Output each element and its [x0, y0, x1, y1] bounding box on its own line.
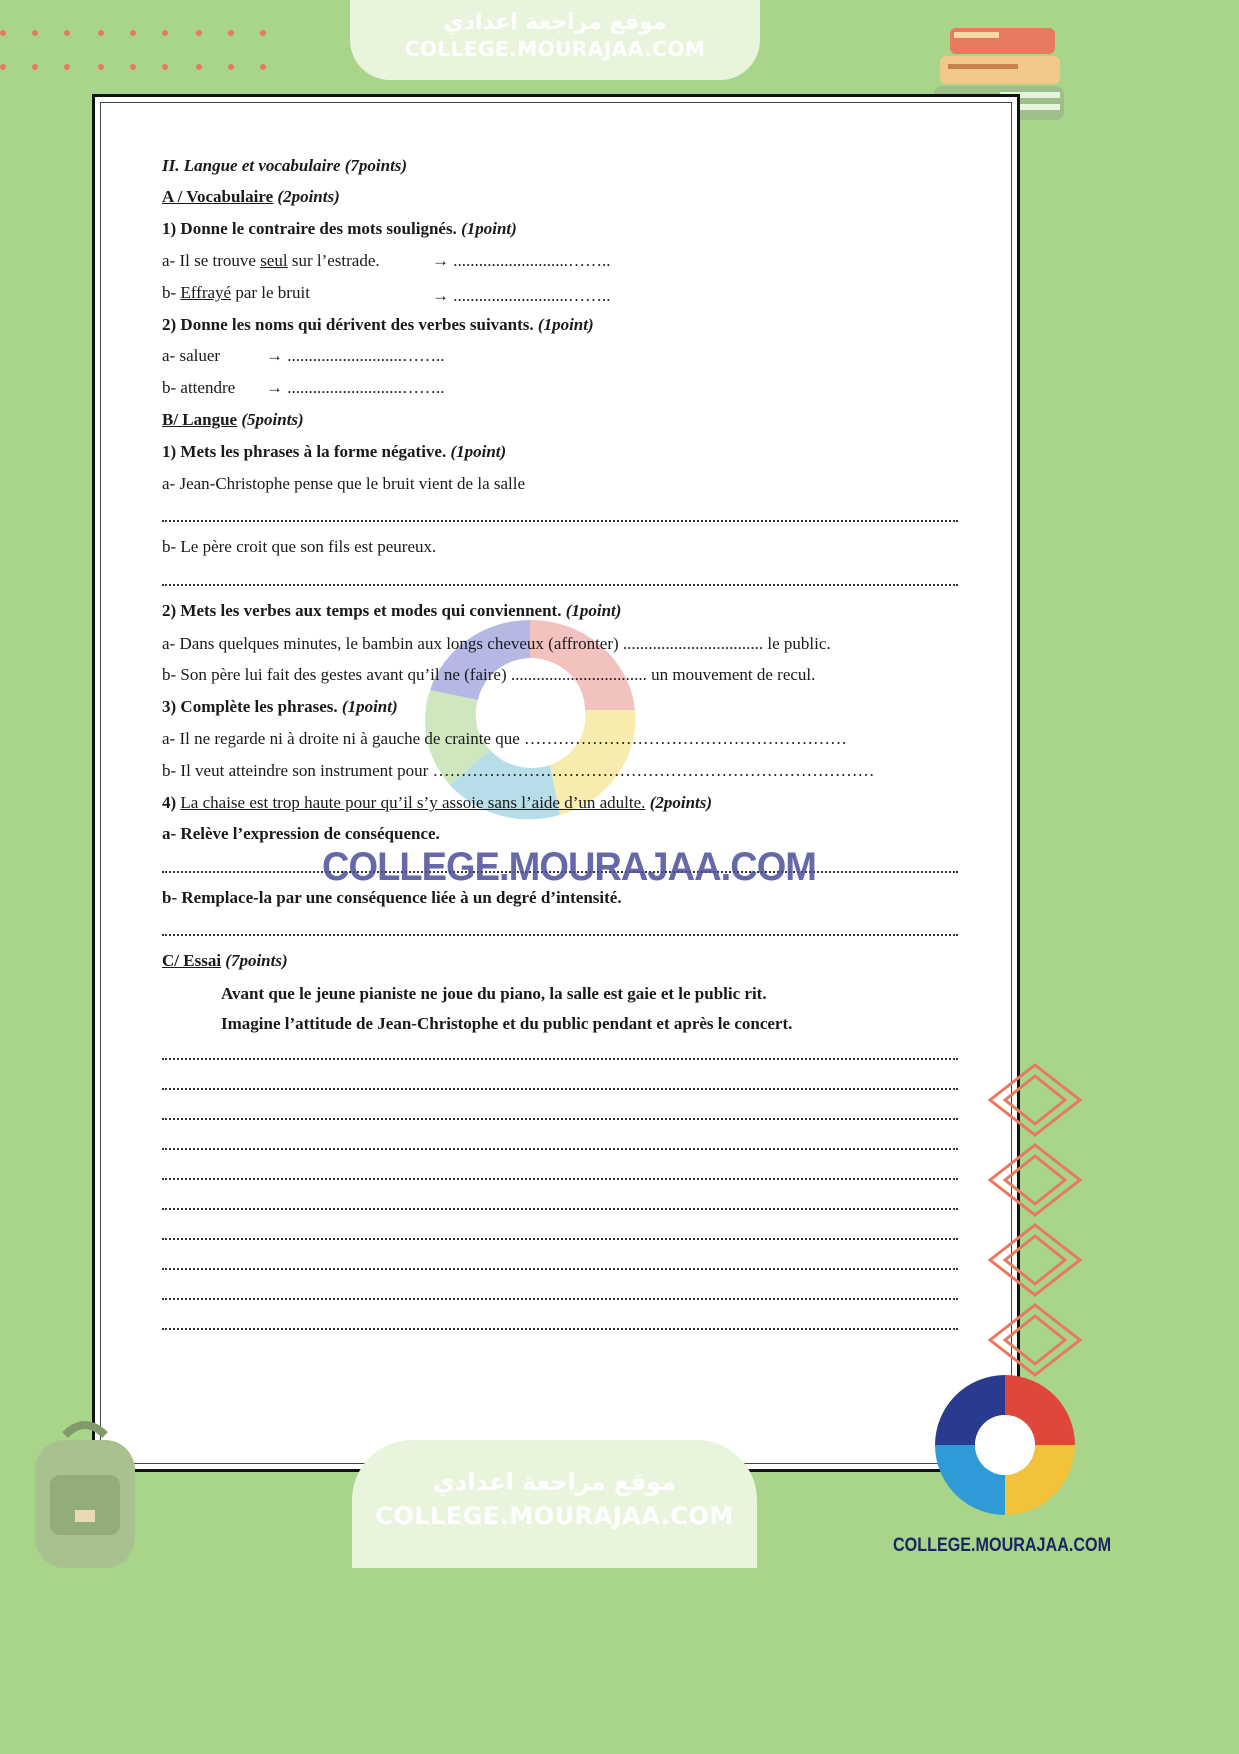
langue-q2-b[interactable]: b- Son père lui fait des gestes avant qu’il ne (faire) ................................ un mouvement de recul. [162, 665, 816, 684]
essai-prompt-1: Avant que le jeune pianiste ne joue du piano, la salle est gaie et le public rit. [221, 984, 767, 1003]
langue-q3-title: 3) Complète les phrases. (1point) [162, 697, 398, 716]
logo-site-link[interactable]: COLLEGE.MOURAJAA.COM [893, 1535, 1112, 1556]
vocab-q2-b: b- attendre [162, 378, 236, 397]
vocab-q1-b: b- Effrayé par le bruit [162, 283, 310, 302]
header-banner [350, 0, 760, 80]
langue-q1-b-answer-line[interactable] [162, 584, 958, 586]
section-title: II. Langue et vocabulaire (7points) [162, 156, 408, 175]
vocab-q1-a: a- Il se trouve seul sur l’estrade. [162, 251, 380, 270]
vocab-q2-b-answer[interactable]: → ...........................…….. [266, 378, 445, 397]
langue-q4-b: b- Remplace-la par une conséquence liée à un degré d’intensité. [162, 888, 622, 907]
essai-answer-line[interactable] [162, 1298, 958, 1300]
essai-prompt-2: Imagine l’attitude de Jean-Christophe et du public pendant et après le concert. [221, 1014, 793, 1033]
vocab-q1-title: 1) Donne le contraire des mots soulignés. (1point) [162, 219, 517, 238]
langue-q3-a[interactable]: a- Il ne regarde ni à droite ni à gauche de crainte que ………………………………………………… [162, 729, 848, 748]
langue-q4-a: a- Relève l’expression de conséquence. [162, 824, 440, 843]
vocab-q2-title: 2) Donne les noms qui dérivent des verbes suivants. (1point) [162, 315, 594, 334]
langue-q1-b: b- Le père croit que son fils est peureux. [162, 537, 437, 556]
vocab-q1-a-answer[interactable]: → ...........................…….. [432, 251, 611, 270]
essai-answer-line[interactable] [162, 1178, 958, 1180]
header-arabic-title: موقع مراجعة اعدادي [443, 10, 667, 35]
essai-answer-line[interactable] [162, 1148, 958, 1150]
langue-q4-title: 4) La chaise est trop haute pour qu’il s’y assoie sans l’aide d’un adulte. (2points) [162, 793, 713, 812]
essai-answer-line[interactable] [162, 1268, 958, 1270]
essai-answer-line[interactable] [162, 1238, 958, 1240]
watermark-site: COLLEGE.MOURAJAA.COM [322, 845, 816, 889]
langue-q4-b-answer-line[interactable] [162, 934, 958, 936]
essai-answer-line[interactable] [162, 1088, 958, 1090]
footer-site-link[interactable]: COLLEGE.MOURAJAA.COM [375, 1502, 734, 1530]
essai-answer-line[interactable] [162, 1328, 958, 1330]
langue-q2-a[interactable]: a- Dans quelques minutes, le bambin aux longs cheveux (affronter) ................................. le public. [162, 634, 831, 653]
backpack-icon [20, 1415, 150, 1568]
essai-heading: C/ Essai (7points) [162, 951, 288, 970]
site-logo-icon [930, 1370, 1080, 1520]
decorative-dots [0, 30, 300, 80]
langue-q3-b[interactable]: b- Il veut atteindre son instrument pour …………………………………………………………………… [162, 761, 875, 780]
langue-heading: B/ Langue (5points) [162, 410, 304, 429]
footer-banner [352, 1440, 757, 1568]
vocab-heading: A / Vocabulaire (2points) [162, 187, 340, 206]
essai-answer-line[interactable] [162, 1208, 958, 1210]
langue-q1-a: a- Jean-Christophe pense que le bruit vient de la salle [162, 474, 526, 493]
langue-q2-title: 2) Mets les verbes aux temps et modes qui conviennent. (1point) [162, 601, 622, 620]
langue-q1-a-answer-line[interactable] [162, 520, 958, 522]
langue-q1-title: 1) Mets les phrases à la forme négative. (1point) [162, 442, 507, 461]
vocab-q1-b-answer[interactable]: → ...........................…….. [432, 286, 611, 305]
essai-answer-line[interactable] [162, 1058, 958, 1060]
vocab-q2-a: a- saluer [162, 346, 221, 365]
footer-arabic-title: موقع مراجعة اعدادي [432, 1468, 677, 1496]
header-site-link[interactable]: COLLEGE.MOURAJAA.COM [404, 37, 706, 61]
essai-answer-line[interactable] [162, 1118, 958, 1120]
vocab-q2-a-answer[interactable]: → ...........................…….. [266, 346, 445, 365]
diamond-pattern-icon [980, 1060, 1100, 1380]
